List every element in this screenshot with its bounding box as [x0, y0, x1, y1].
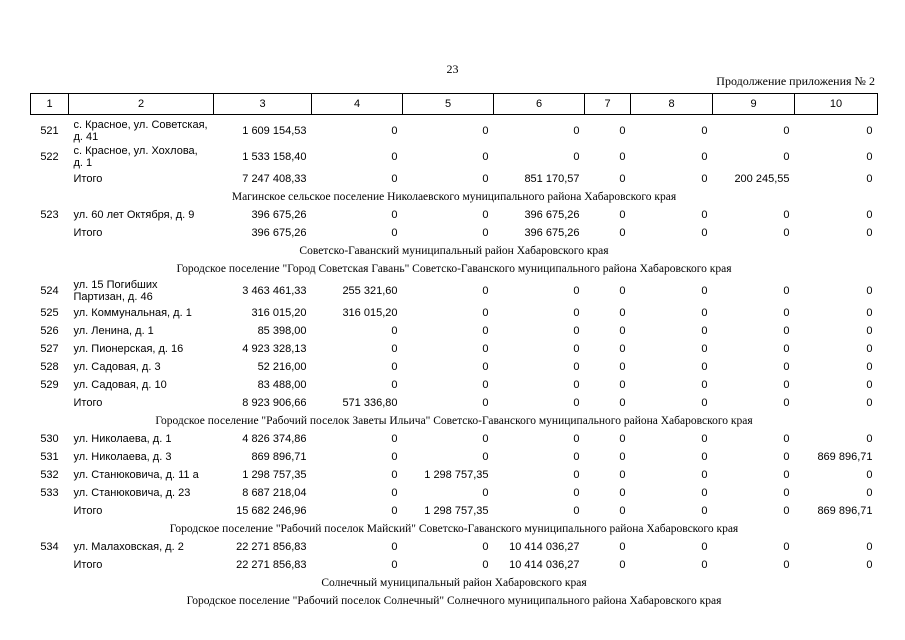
amount-cell: 0: [482, 307, 489, 319]
row-number: [31, 224, 69, 242]
amount-cell: 0: [619, 505, 626, 517]
section-heading: Городское поселение "Город Советская Гавань" Советско-Гаванского муниципального района Хабаровского края: [176, 263, 732, 275]
amount-cell: 0: [391, 451, 398, 463]
amount-cell: 851 170,57: [524, 173, 580, 185]
amount-cell: 0: [482, 487, 489, 499]
amount-cell: 0: [573, 505, 580, 517]
amount-cell: 0: [783, 343, 790, 355]
amount-cell: 0: [619, 151, 626, 163]
amount-cell: 0: [619, 285, 626, 297]
amount-cell: 0: [619, 125, 626, 137]
amount-cell: 0: [391, 343, 398, 355]
amount-cell: 0: [482, 433, 489, 445]
table-row: [31, 430, 878, 448]
total-row: [31, 394, 878, 412]
section-heading: Городское поселение "Рабочий поселок Солнечный" Солнечного муниципального района Хабаровского края: [186, 595, 722, 607]
column-number-header: [31, 94, 878, 115]
address-cell: с. Красное, ул. Хохлова, д. 1: [73, 145, 198, 169]
amount-cell: 0: [391, 559, 398, 571]
amount-cell: 396 675,26: [251, 209, 307, 221]
row-number: 523: [40, 209, 59, 221]
amount-cell: 0: [866, 361, 873, 373]
page-number: 23: [446, 62, 459, 76]
amount-cell: 0: [866, 559, 873, 571]
amount-cell: 0: [573, 487, 580, 499]
amount-cell: 571 336,80: [342, 397, 398, 409]
amount-cell: 0: [482, 343, 489, 355]
amount-cell: 316 015,20: [342, 307, 398, 319]
amount-cell: 0: [482, 361, 489, 373]
amount-cell: 0: [866, 541, 873, 553]
amount-cell: 0: [701, 397, 708, 409]
section-heading: Городское поселение "Рабочий поселок Майский" Советско-Гаванского муниципального района Хабаровского края: [169, 523, 739, 535]
amount-cell: 0: [482, 451, 489, 463]
amount-cell: 0: [783, 433, 790, 445]
amount-cell: 0: [866, 469, 873, 481]
amount-cell: 1 298 757,35: [424, 505, 489, 517]
table-row: [31, 484, 878, 502]
amount-cell: 3 463 461,33: [242, 285, 307, 297]
amount-cell: 7 247 408,33: [242, 173, 307, 185]
amount-cell: 0: [701, 541, 708, 553]
amount-cell: 0: [619, 209, 626, 221]
total-row: [31, 170, 878, 188]
section-heading: Солнечный муниципальный район Хабаровского края: [321, 577, 587, 589]
amount-cell: 1 533 158,40: [242, 151, 307, 163]
amount-cell: 0: [866, 125, 873, 137]
section-heading-row: [31, 242, 878, 260]
address-cell: ул. Николаева, д. 1: [73, 433, 172, 445]
amount-cell: 22 271 856,83: [236, 541, 307, 553]
table-row: [31, 448, 878, 466]
amount-cell: 0: [866, 343, 873, 355]
amount-cell: 0: [701, 307, 708, 319]
amount-cell: 0: [391, 125, 398, 137]
amount-cell: 0: [619, 325, 626, 337]
amount-cell: 0: [701, 487, 708, 499]
amount-cell: 0: [866, 209, 873, 221]
amount-cell: 52 216,00: [257, 361, 307, 373]
amount-cell: 0: [701, 433, 708, 445]
amount-cell: 0: [619, 397, 626, 409]
row-number: [31, 502, 69, 520]
amount-cell: 0: [573, 151, 580, 163]
address-cell: ул. Пионерская, д. 16: [73, 343, 184, 355]
section-heading: Советско-Гаванский муниципальный район Хабаровского края: [299, 245, 609, 257]
amount-cell: 0: [619, 559, 626, 571]
row-number: 530: [40, 433, 59, 445]
amount-cell: 0: [482, 285, 489, 297]
data-table: [30, 93, 878, 610]
amount-cell: 10 414 036,27: [509, 559, 580, 571]
amount-cell: 85 398,00: [257, 325, 307, 337]
total-row: [31, 556, 878, 574]
amount-cell: 0: [391, 151, 398, 163]
amount-cell: 0: [619, 487, 626, 499]
row-number: 525: [40, 307, 59, 319]
amount-cell: 316 015,20: [251, 307, 307, 319]
amount-cell: 0: [391, 541, 398, 553]
address-cell: Итого: [73, 397, 103, 409]
amount-cell: 0: [701, 505, 708, 517]
address-cell: ул. Станюковича, д. 11 а: [73, 469, 199, 481]
address-cell: Итого: [73, 227, 103, 239]
table-row: [31, 466, 878, 484]
amount-cell: 0: [783, 307, 790, 319]
amount-cell: 0: [619, 227, 626, 239]
amount-cell: 0: [701, 173, 708, 185]
section-heading-row: [31, 592, 878, 610]
amount-cell: 0: [619, 307, 626, 319]
amount-cell: 0: [783, 541, 790, 553]
amount-cell: 0: [482, 541, 489, 553]
column-header: 8: [631, 94, 713, 115]
amount-cell: 0: [866, 227, 873, 239]
amount-cell: 0: [482, 379, 489, 391]
amount-cell: 0: [866, 173, 873, 185]
amount-cell: 4 826 374,86: [242, 433, 307, 445]
column-header: 9: [713, 94, 795, 115]
address-cell: ул. Коммунальная, д. 1: [73, 307, 192, 319]
amount-cell: 0: [573, 397, 580, 409]
amount-cell: 0: [701, 125, 708, 137]
amount-cell: 0: [783, 361, 790, 373]
section-heading-row: [31, 574, 878, 592]
table-row: [31, 278, 878, 304]
amount-cell: 0: [619, 361, 626, 373]
row-number: 533: [40, 487, 59, 499]
row-number: [31, 170, 69, 188]
amount-cell: 0: [619, 541, 626, 553]
amount-cell: 0: [573, 343, 580, 355]
amount-cell: 200 245,55: [734, 173, 790, 185]
amount-cell: 0: [866, 151, 873, 163]
address-cell: ул. Станюковича, д. 23: [73, 487, 191, 499]
amount-cell: 0: [391, 487, 398, 499]
column-header: 6: [494, 94, 585, 115]
amount-cell: 0: [391, 505, 398, 517]
amount-cell: 0: [701, 379, 708, 391]
amount-cell: 0: [573, 285, 580, 297]
amount-cell: 869 896,71: [817, 451, 873, 463]
column-header: 5: [403, 94, 494, 115]
amount-cell: 8 923 906,66: [242, 397, 307, 409]
amount-cell: 0: [619, 173, 626, 185]
amount-cell: 0: [783, 451, 790, 463]
amount-cell: 0: [783, 151, 790, 163]
amount-cell: 0: [783, 125, 790, 137]
amount-cell: 0: [619, 379, 626, 391]
table-body: [31, 115, 878, 611]
amount-cell: 0: [783, 505, 790, 517]
column-header: 7: [585, 94, 631, 115]
amount-cell: 0: [482, 559, 489, 571]
amount-cell: 0: [783, 397, 790, 409]
amount-cell: 0: [783, 379, 790, 391]
amount-cell: 0: [701, 559, 708, 571]
amount-cell: 0: [482, 397, 489, 409]
amount-cell: 0: [701, 227, 708, 239]
row-number: [31, 556, 69, 574]
amount-cell: 0: [701, 151, 708, 163]
amount-cell: 0: [482, 227, 489, 239]
address-cell: ул. Николаева, д. 3: [73, 451, 172, 463]
section-heading-row: [31, 412, 878, 430]
column-header: 2: [69, 94, 214, 115]
amount-cell: 0: [783, 325, 790, 337]
table-row: [31, 340, 878, 358]
amount-cell: 0: [866, 487, 873, 499]
table-row: [31, 144, 878, 170]
amount-cell: 0: [391, 209, 398, 221]
section-heading-row: [31, 520, 878, 538]
amount-cell: 4 923 328,13: [242, 343, 307, 355]
table-row: [31, 322, 878, 340]
column-header: 1: [31, 94, 69, 115]
address-cell: Итого: [73, 173, 103, 185]
row-number: 524: [40, 285, 59, 297]
amount-cell: 0: [482, 151, 489, 163]
section-heading-row: [31, 260, 878, 278]
section-heading-row: [31, 188, 878, 206]
address-cell: ул. Садовая, д. 3: [73, 361, 161, 373]
row-number: [31, 394, 69, 412]
amount-cell: 0: [619, 451, 626, 463]
amount-cell: 0: [482, 173, 489, 185]
address-cell: ул. Садовая, д. 10: [73, 379, 167, 391]
amount-cell: 396 675,26: [524, 227, 580, 239]
amount-cell: 0: [573, 451, 580, 463]
amount-cell: 0: [866, 433, 873, 445]
section-heading: Магинское сельское поселение Николаевского муниципального района Хабаровского края: [231, 191, 677, 203]
amount-cell: 0: [783, 559, 790, 571]
amount-cell: 0: [866, 379, 873, 391]
table-row: [31, 538, 878, 556]
amount-cell: 0: [391, 325, 398, 337]
amount-cell: 22 271 856,83: [236, 559, 307, 571]
amount-cell: 0: [391, 227, 398, 239]
amount-cell: 0: [619, 433, 626, 445]
appendix-continuation-note: Продолжение приложения № 2: [716, 74, 875, 88]
address-cell: ул. Ленина, д. 1: [73, 325, 154, 337]
address-cell: ул. 15 Погибших Партизан, д. 46: [73, 279, 158, 303]
amount-cell: 0: [391, 361, 398, 373]
column-header: 4: [312, 94, 403, 115]
table-row: [31, 304, 878, 322]
amount-cell: 0: [573, 433, 580, 445]
row-number: 531: [40, 451, 59, 463]
amount-cell: 0: [783, 487, 790, 499]
amount-cell: 0: [866, 307, 873, 319]
amount-cell: 0: [701, 361, 708, 373]
amount-cell: 0: [701, 325, 708, 337]
amount-cell: 0: [391, 469, 398, 481]
amount-cell: 1 298 757,35: [242, 469, 307, 481]
address-cell: ул. Малаховская, д. 2: [73, 541, 184, 553]
amount-cell: 0: [866, 325, 873, 337]
amount-cell: 0: [482, 325, 489, 337]
amount-cell: 0: [701, 343, 708, 355]
total-row: [31, 502, 878, 520]
amount-cell: 0: [866, 397, 873, 409]
section-heading: Городское поселение "Рабочий поселок Заветы Ильича" Советско-Гаванского муниципального района Хабаровского края: [155, 415, 753, 427]
amount-cell: 0: [573, 469, 580, 481]
amount-cell: 869 896,71: [817, 505, 873, 517]
amount-cell: 0: [866, 285, 873, 297]
row-number: 528: [40, 361, 59, 373]
amount-cell: 0: [573, 361, 580, 373]
amount-cell: 396 675,26: [251, 227, 307, 239]
amount-cell: 0: [701, 451, 708, 463]
column-header: 10: [795, 94, 878, 115]
row-number: 529: [40, 379, 59, 391]
row-number: 521: [40, 125, 59, 137]
amount-cell: 0: [391, 379, 398, 391]
column-header: 3: [214, 94, 312, 115]
amount-cell: 0: [619, 469, 626, 481]
amount-cell: 0: [573, 307, 580, 319]
total-row: [31, 224, 878, 242]
row-number: 532: [40, 469, 59, 481]
address-cell: ул. 60 лет Октября, д. 9: [73, 209, 195, 221]
amount-cell: 0: [482, 125, 489, 137]
row-number: 526: [40, 325, 59, 337]
amount-cell: 10 414 036,27: [509, 541, 580, 553]
amount-cell: 0: [783, 227, 790, 239]
amount-cell: 0: [783, 209, 790, 221]
table-row: [31, 118, 878, 144]
amount-cell: 0: [573, 379, 580, 391]
row-number: 527: [40, 343, 59, 355]
amount-cell: 0: [391, 173, 398, 185]
row-number: 522: [40, 151, 59, 163]
address-cell: Итого: [73, 505, 103, 517]
amount-cell: 0: [701, 285, 708, 297]
amount-cell: 0: [573, 125, 580, 137]
amount-cell: 0: [701, 209, 708, 221]
amount-cell: 0: [701, 469, 708, 481]
amount-cell: 8 687 218,04: [242, 487, 307, 499]
amount-cell: 0: [391, 433, 398, 445]
address-cell: Итого: [73, 559, 103, 571]
amount-cell: 1 298 757,35: [424, 469, 489, 481]
amount-cell: 1 609 154,53: [242, 125, 307, 137]
amount-cell: 83 488,00: [257, 379, 307, 391]
amount-cell: 0: [573, 325, 580, 337]
amount-cell: 869 896,71: [251, 451, 307, 463]
amount-cell: 0: [783, 285, 790, 297]
table-row: [31, 358, 878, 376]
amount-cell: 0: [619, 343, 626, 355]
table-row: [31, 206, 878, 224]
row-number: 534: [40, 541, 59, 553]
amount-cell: 0: [783, 469, 790, 481]
amount-cell: 396 675,26: [524, 209, 580, 221]
amount-cell: 15 682 246,96: [236, 505, 307, 517]
address-cell: с. Красное, ул. Советская, д. 41: [73, 119, 208, 143]
amount-cell: 0: [482, 209, 489, 221]
table-row: [31, 376, 878, 394]
amount-cell: 255 321,60: [342, 285, 398, 297]
